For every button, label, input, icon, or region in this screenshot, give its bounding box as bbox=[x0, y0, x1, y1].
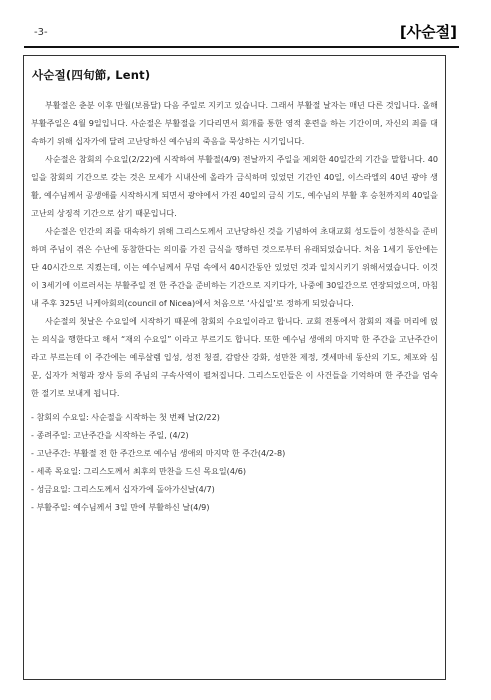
page-number: -3- bbox=[34, 27, 48, 38]
article-body bbox=[31, 96, 438, 516]
list-item: - 참회의 수요일: 사순절을 시작하는 첫 번째 날(2/22) bbox=[31, 412, 220, 422]
list-item: - 부활주일: 예수님께서 3일 만에 부활하신 날(4/9) bbox=[31, 502, 210, 512]
paragraph: 사순절은 참회의 수요일(2/22)에 시작하여 부활절(4/9) 전날까지 주일을 제외한 40일간의 기간을 말합니다. 40일을 참회의 기간으로 갖는 것은 모세가 시내산에 올라가 금식하며 있었던 기간인 40일, 이스라엘의 40년 광야 생활, 예수님께서 공생애를 시작하시게 되면서 광야에서 가진 40일의 금식 기도, 예수님의 부활 후 승천까지의 40일을 고난의 상징적 기간으로 삼기 때문입니다. bbox=[31, 154, 438, 218]
section-title: [사순절] bbox=[399, 23, 457, 41]
paragraph: 사순절의 첫날은 수요일에 시작하기 때문에 참회의 수요일이라고 합니다. 교회 전통에서 참회의 재를 머리에 얹는 의식을 행한다고 해서 “재의 수요일” 이라고 부르기도 합니다. 또한 예수님 생애의 마지막 한 주간을 고난주간이라고 부르는데 이 주간에는 예루살렘 입성, 성전 청결, 감람산 강화, 성만찬 제정, 겟세마네 동산의 기도, 체포와 심문, 십자가 처형과 장사 등의 주님의 구속사역이 펼쳐집니다. 그리스도인들은 이 사건들을 기억하며 한 주간을 엄숙한 절기로 보내게 됩니다. bbox=[31, 316, 438, 398]
event-list bbox=[31, 408, 438, 516]
list-item: - 고난주간: 부활절 전 한 주간으로 예수님 생애의 마지막 한 주간(4/2-8) bbox=[31, 448, 286, 458]
list-item: - 성금요일: 그리스도께서 십자가에 돌아가신날(4/7) bbox=[31, 484, 215, 494]
article-title: 사순절(四旬節, Lent) bbox=[32, 68, 151, 82]
page-header bbox=[24, 20, 459, 48]
list-item: - 세족 목요일: 그리스도께서 최후의 만찬을 드신 목요일(4/6) bbox=[31, 466, 247, 476]
article-box bbox=[23, 55, 446, 680]
paragraph: 부활절은 춘분 이후 만월(보름달) 다음 주일로 지키고 있습니다. 그래서 부활절 날자는 매년 다른 것입니다. 올해 부활주일은 4월 9일입니다. 사순절은 부활절을 기다리면서 회개를 통한 영적 훈련을 하는 기간이며, 자신의 죄를 대속하기 위해 십자가에 달려 고난당하신 예수님의 죽음을 묵상하는 시기입니다. bbox=[31, 100, 438, 146]
list-item: - 종려주일: 고난주간을 시작하는 주일, (4/2) bbox=[31, 430, 189, 440]
paragraph: 사순절은 인간의 죄를 대속하기 위해 그리스도께서 고난당하신 것을 기념하여 초대교회 성도들이 성찬식을 준비하며 주님이 겪은 수난에 동참한다는 의미를 가진 금식을 행하던 것으로부터 유래되었습니다. 처음 1세기 동안에는 단 40시간으로 지켰는데, 이는 예수님께서 무덤 속에서 40시간동안 있었던 것과 일치시키기 위해서였습니다. 이것이 3세기에 이르러서는 부활주일 전 한 주간을 준비하는 기간으로 지키다가, 나중에 30일간으로 연장되었으며, 마침내 주후 325년 니케아회의(council of Nicea)에서 처음으로 ‘사십일’로 정하게 되었습니다. bbox=[31, 226, 438, 308]
